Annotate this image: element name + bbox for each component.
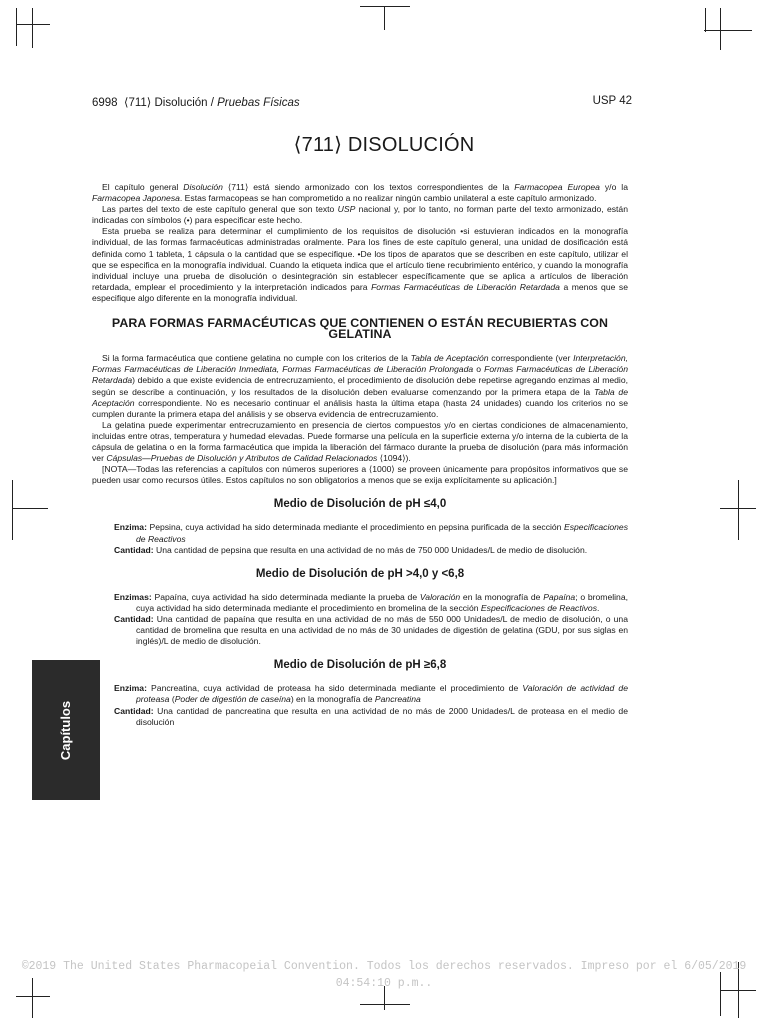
crop-mark: [705, 8, 706, 32]
intro-paragraph: Esta prueba se realiza para determinar el cumplimiento de los requisitos de disolución •si estuvieran indicados en la monografía individual, de las formas farmacéuticas administradas oralmente. Para los fines de este capítulo general, una unidad de dosificación está definida como 1 tableta, 1 cápsula o la cantidad que se especifique. •De los tipos de aparatos que se describen en este capítulo, utilizar el que se especifica en la monografía individual. Cuando la etiqueta indica que el artículo tiene recubrimiento entérico, y cuando la monografía individual incluye una prueba de disolución o desintegración sin establecer específicamente que se aplica a artículos de liberación retardada, emplear el procedimiento y la interpretación indicados para Formas Farmacéuticas de Liberación Retardada a menos que se especifique algo diferente en la monografía individual.: [92, 226, 628, 303]
crop-mark: [720, 508, 756, 509]
document-body: [92, 182, 628, 728]
note-paragraph: [NOTA—Todas las referencias a capítulos con números superiores a ⟨1000⟩ se proveen únicamente para propósitos informativos que se pueden usar como recursos útiles. Estos capítulos no son obligatorios a menos que se exija explícitamente su aplicación.]: [92, 464, 628, 486]
header-left: [92, 95, 300, 109]
subsection-heading: Medio de Disolución de pH >4,0 y <6,8: [255, 567, 465, 580]
enzyme-definition: Enzima: Pepsina, cuya actividad ha sido determinada mediante el procedimiento en pepsina purificada de la sección Especificaciones de Reactivos: [114, 522, 628, 544]
crop-mark: [720, 8, 721, 50]
crop-mark: [704, 30, 752, 31]
amount-definition: Cantidad: Una cantidad de pancreatina que resulta en una actividad de no más de 2000 Unidades/L de proteasa en el medio de disolución: [114, 705, 628, 727]
amount-definition: Cantidad: Una cantidad de papaína que resulta en una actividad de no más de 550 000 Unidades/L de medio de disolución, o una cantidad de bromelina que resulta en una actividad de no más de 30 unidades de digestión de gelatina (GDU, por sus siglas en inglés)/L de medio de disolución.: [114, 614, 628, 647]
crop-mark: [738, 480, 739, 540]
section-heading: PARA FORMAS FARMACÉUTICAS QUE CONTIENEN O ESTÁN RECUBIERTAS CON GELATINA: [111, 316, 609, 342]
chapter-ref: ⟨711⟩ Disolución /: [123, 97, 214, 109]
chapter-side-tab: [32, 660, 100, 800]
gelatin-paragraph: Si la forma farmacéutica que contiene gelatina no cumple con los criterios de la Tabla de Aceptación correspondiente (ver Interpretación, Formas Farmacéuticas de Liberación Inmediata, Formas Farmacéuticas de Liberación Prolongada o Formas Farmacéuticas de Liberación Retardada) debido a que existe evidencia de entrecruzamiento, el procedimiento de disolución debe repetirse agregando enzimas al medio, según se describe a continuación, y los resultados de la disolución deben evaluarse comenzando por la primera etapa de la Tabla de Aceptación correspondiente. No es necesario continuar el análisis hasta la última etapa (hasta 24 unidades) cuando los criterios no se cumplen durante la primera etapa del análisis y se observa evidencia de entrecruzamiento.: [92, 353, 628, 419]
ph-mid-definitions: [92, 592, 628, 647]
crop-mark: [12, 480, 13, 540]
amount-definition: Cantidad: Una cantidad de pepsina que resulta en una actividad de no más de 750 000 Unidades/L de medio de disolución.: [114, 544, 588, 555]
intro-paragraph: El capítulo general Disolución ⟨711⟩ está siendo armonizado con los textos correspondientes de la Farmacopea Europea y/o la Farmacopea Japonesa. Estas farmacopeas se han comprometido a no realizar ningún cambio unilateral a este capítulo armonizado.: [92, 182, 628, 204]
section-name: Pruebas Físicas: [217, 97, 300, 109]
crop-mark: [32, 8, 33, 48]
page-number: 6998: [92, 97, 118, 109]
enzyme-definition: Enzimas: Papaína, cuya actividad ha sido determinada mediante la prueba de Valoración en la monografía de Papaína; o bromelina, cuya actividad ha sido determinada mediante el procedimiento en bromelina de la sección Especificaciones de Reactivos.: [114, 591, 629, 613]
crop-mark: [360, 6, 410, 7]
crop-mark: [360, 1004, 410, 1005]
intro-paragraph: Las partes del texto de este capítulo general que son texto USP nacional y, por lo tanto, no forman parte del texto armonizado, están indicadas con símbolos (•) para especificar este hecho.: [92, 204, 628, 226]
watermark-line: 04:54:10 p.m..: [335, 977, 433, 990]
crop-mark: [16, 24, 50, 25]
subsection-heading: Medio de Disolución de pH ≤4,0: [273, 498, 447, 511]
edition: USP 42: [592, 95, 632, 107]
page-header: [92, 95, 632, 109]
gelatin-paragraph: La gelatina puede experimentar entrecruzamiento en presencia de ciertos compuestos y/o en ciertas condiciones de almacenamiento, incluidas entre otras, temperatura y humedad elevadas. Puede formarse una película en la superficie externa y/o interna de la cubierta de la cápsula de gelatina o en la forma farmacéutica que impida la liberación del fármaco durante la prueba de disolución (para más información ver Cápsulas—Pruebas de Disolución y Atributos de Calidad Relacionados ⟨1094⟩).: [92, 419, 628, 464]
ph-low-definitions: [92, 522, 628, 555]
crop-mark: [12, 508, 48, 509]
enzyme-definition: Enzima: Pancreatina, cuya actividad de proteasa ha sido determinada mediante el procedimiento de Valoración de actividad de proteasa (Poder de digestión de caseína) en la monografía de Pancreatina: [114, 683, 628, 705]
ph-high-definitions: [92, 683, 628, 727]
copyright-watermark: [0, 958, 768, 992]
crop-mark: [16, 8, 17, 46]
subsection-heading: Medio de Disolución de pH ≥6,8: [273, 659, 447, 672]
chapter-title: ⟨711⟩ DISOLUCIÓN: [293, 134, 475, 156]
crop-mark: [16, 996, 50, 997]
crop-mark: [384, 6, 385, 30]
side-tab-label: Capítulos: [58, 700, 74, 760]
watermark-line: ©2019 The United States Pharmacopeial Convention. Todos los derechos reservados. Impreso por el 6/05/2019: [21, 960, 747, 973]
